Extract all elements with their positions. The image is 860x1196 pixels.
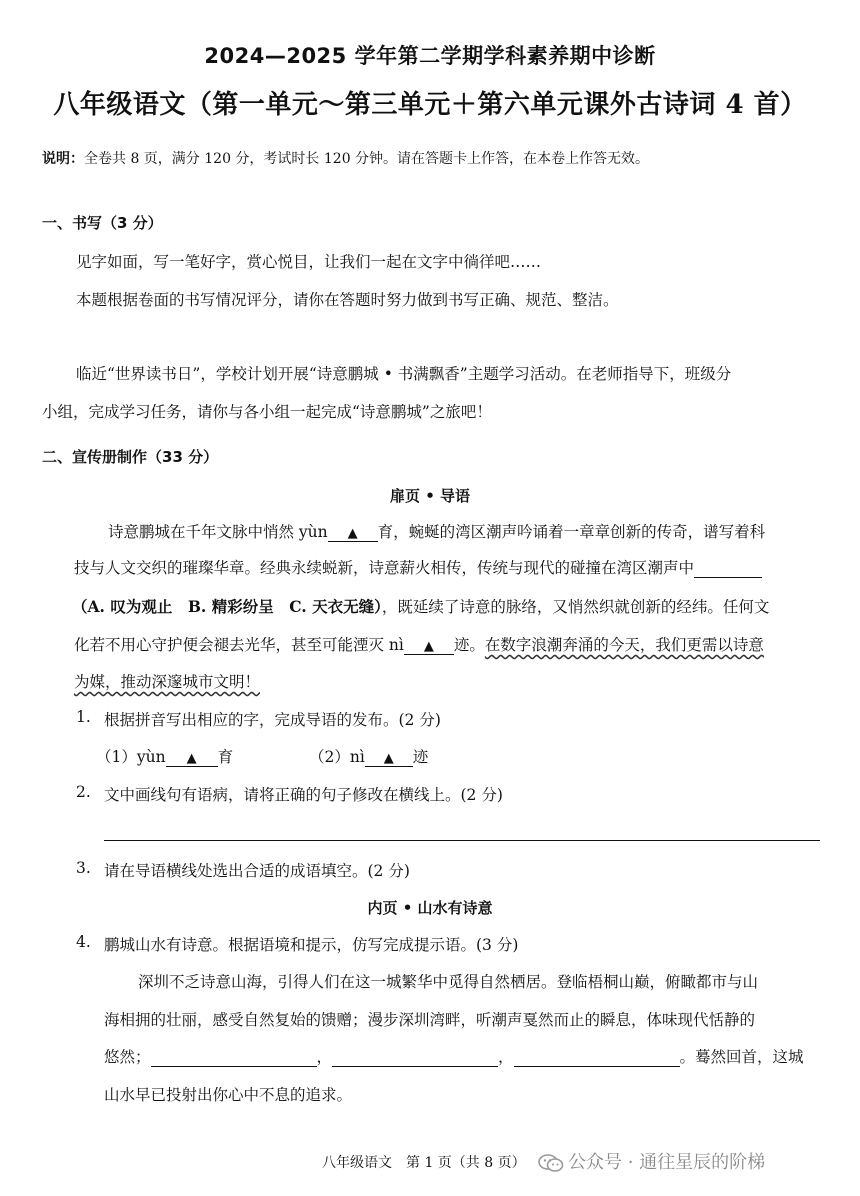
section1-line1: 见字如面，写一笔好字，赏心悦目，让我们一起在文字中徜徉吧…… [76, 253, 542, 271]
answer-line[interactable] [104, 840, 820, 841]
instructions-label: 说明： [42, 151, 84, 167]
instructions-text: 全卷共 8 页，满分 120 分，考试时长 120 分钟。请在答题卡上作答，在本卷上作答无效。 [84, 151, 650, 167]
page-footer: 八年级语文 第 1 页（共 8 页） [322, 1155, 526, 1171]
question-4-text: 鹏城山水有诗意。根据语境和提示，仿写完成提示语。(3 分) [104, 936, 519, 954]
subheading-title-page: 扉页 • 导语 [389, 487, 471, 505]
blank-idiom[interactable] [694, 559, 762, 578]
q4-line3-a: 悠然； [104, 1048, 151, 1066]
answer-1-blank[interactable] [166, 748, 218, 767]
blank-yun[interactable] [328, 523, 378, 542]
question-1-answers [96, 745, 428, 767]
question-1-text: 根据拼音写出相应的字，完成导语的发布。(2 分) [104, 711, 441, 729]
passage-line4 [74, 633, 764, 655]
triangle-marker-icon: ▲ [383, 751, 394, 766]
idiom-options: （A. 叹为观止 B. 精彩纷呈 C. 天衣无缝） [72, 597, 382, 616]
passage-line3 [72, 595, 769, 617]
exam-title: 2024—2025 学年第二学期学科素养期中诊断 [204, 44, 656, 68]
passage-line2 [74, 556, 762, 578]
imitation-blank-2[interactable] [332, 1048, 498, 1067]
instructions [42, 148, 649, 168]
underlined-sentence-part1: 在数字浪潮奔涌的今天，我们更需以诗意 [484, 636, 764, 654]
comma: ， [498, 1048, 514, 1066]
section2-heading: 二、宣传册制作（33 分） [42, 448, 219, 466]
section1-line2: 本题根据卷面的书写情况评分，请你在答题时努力做到书写正确、规范、整洁。 [76, 291, 619, 309]
watermark-text: 公众号 · 通往星辰的阶梯 [568, 1152, 766, 1173]
triangle-marker-icon: ▲ [423, 639, 434, 654]
intro-line2: 小组，完成学习任务，请你与各小组一起完成“诗意鹏城”之旅吧！ [42, 403, 492, 421]
passage-line1 [108, 520, 765, 542]
passage-line2-text: 技与人文交织的璀璨华章。经典永续蜕新，诗意薪火相传，传统与现代的碰撞在湾区潮声中 [74, 559, 695, 577]
passage-line1-b: 育，蜿蜒的湾区潮声吟诵着一章章创新的传奇，谱写着科 [377, 523, 766, 541]
question-3-number: 3. [76, 859, 91, 877]
imitation-blank-1[interactable] [151, 1048, 317, 1067]
section1-heading: 一、书写（3 分） [42, 214, 163, 232]
question-2-number: 2. [76, 783, 91, 801]
q4-passage-line1: 深圳不乏诗意山海，引得人们在这一城繁华中觅得自然栖居。登临梧桐山巅，俯瞰都市与山 [138, 973, 759, 991]
question-4-number: 4. [76, 933, 91, 951]
question-2-text: 文中画线句有语病，请将正确的句子修改在横线上。(2 分) [104, 786, 503, 804]
comma: ， [316, 1048, 333, 1066]
exam-subtitle: 八年级语文（第一单元～第三单元＋第六单元课外古诗词 4 首） [53, 90, 807, 120]
blank-ni[interactable] [404, 636, 454, 655]
watermark [538, 1148, 765, 1174]
passage-line4-a: 化若不用心守护便会褪去光华，甚至可能湮灭 nì [74, 636, 404, 654]
triangle-marker-icon: ▲ [186, 751, 197, 766]
q4-passage-line4: 山水早已投射出你心中不息的追求。 [104, 1086, 353, 1104]
intro-line1: 临近“世界读书日”，学校计划开展“诗意鹏城 • 书满飘香”主题学习活动。在老师指导下，班级分 [76, 365, 732, 383]
q4-line3-b: 。蓦然回首，这城 [679, 1048, 804, 1066]
q4-passage-line3 [104, 1045, 804, 1067]
answer-2-label: （2）nì [308, 748, 365, 766]
wechat-icon [538, 1153, 564, 1173]
passage-line3-b: ，既延续了诗意的脉络，又悄然织就创新的经纬。任何文 [381, 598, 770, 616]
question-1-number: 1. [76, 708, 91, 726]
subheading-inner-page: 内页 • 山水有诗意 [367, 899, 493, 917]
passage-line4-b: 迹。 [453, 636, 485, 654]
underlined-sentence-part2: 为媒，推动深邃城市文明！ [74, 673, 261, 691]
answer-2-blank[interactable] [365, 748, 413, 767]
passage-line1-a: 诗意鹏城在千年文脉中悄然 yùn [108, 523, 328, 541]
q4-passage-line2: 海相拥的壮丽，感受自然复始的馈赠；漫步深圳湾畔，听潮声戛然而止的瞬息，体味现代恬静的 [104, 1011, 756, 1029]
answer-1-label: （1）yùn [96, 748, 166, 766]
triangle-marker-icon: ▲ [347, 526, 358, 541]
answer-2-tail: 迹 [412, 748, 429, 766]
imitation-blank-3[interactable] [514, 1048, 680, 1067]
passage-line5 [74, 670, 260, 692]
answer-1-tail: 育 [217, 748, 234, 766]
question-3-text: 请在导语横线处选出合适的成语填空。(2 分) [104, 862, 410, 880]
